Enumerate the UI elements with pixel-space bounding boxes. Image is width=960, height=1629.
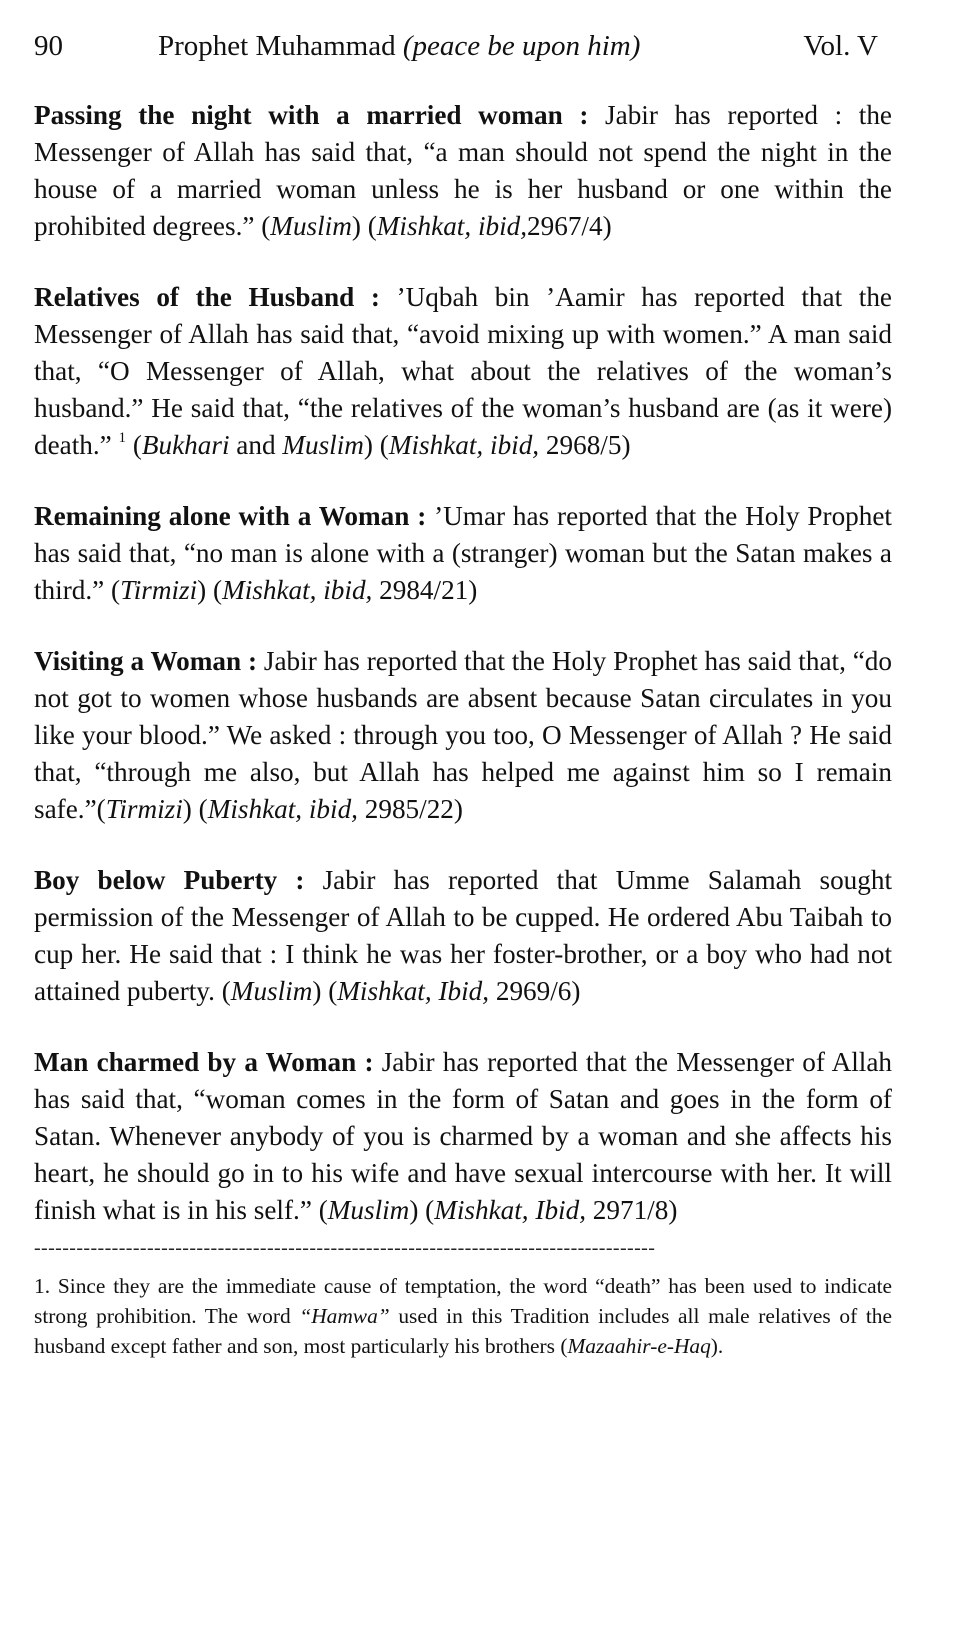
paragraph-text: ’Uqbah bin ’Aamir has reported that the Messenger of Allah has said that, “avoid mixing up with women.” A man said that, “O Messenger of Allah, what about the relatives of the woman’s husband.” He said that, “the relatives of the woman’s husband are (as it were) death.”	[34, 282, 892, 460]
citation-conjunction: and	[229, 430, 283, 460]
citation: (Muslim) (Mishkat, Ibid, 2969/6)	[221, 976, 581, 1006]
footnote-text: 1. Since they are the immediate cause of temptation, the word “death” has been used to indicate strong prohibition. The word	[34, 1274, 892, 1328]
paragraph-heading: Relatives of the Husband :	[34, 282, 380, 312]
citation-source: Tirmizi	[120, 575, 198, 605]
paragraph-visiting-a-woman	[34, 643, 892, 828]
footnote-paren: ).	[710, 1334, 724, 1358]
paragraph-text: Jabir has reported that Umme Salamah sought permission of the Messenger of Allah to be cupped. He ordered Abu Taibah to cup her. He said that : I think he was her foster-brother, or a boy who had not attained puberty.	[34, 865, 892, 1006]
citation-number: 2967/4	[527, 211, 603, 241]
paragraph-relatives-of-husband	[34, 279, 892, 464]
footnote-marker[interactable]: 1	[118, 430, 127, 446]
citation-source: Muslim	[270, 211, 352, 241]
citation-number: 2968/5	[545, 430, 622, 460]
paragraph-heading: Passing the night with a married woman :	[34, 100, 589, 130]
book-title-honorific: (peace be upon him)	[402, 30, 641, 62]
citation-source: Muslim	[230, 976, 313, 1006]
citation-source: Muslim	[282, 430, 364, 460]
paragraph-remaining-alone	[34, 498, 892, 609]
paragraph-man-charmed	[34, 1044, 892, 1229]
page-number: 90	[34, 30, 63, 62]
footnote-paren: (	[560, 1334, 568, 1358]
footnote-separator: ----------------------------------------------------------------------------------------	[34, 1239, 656, 1257]
citation-source: Tirmizi	[105, 794, 183, 824]
paragraph-text: Jabir has reported : the Messenger of Allah has said that, “a man should not spend the night in the house of a married woman unless he is her husband or one within the prohibited degrees.”	[34, 100, 892, 241]
citation-number: 2971/8	[592, 1195, 669, 1225]
citation: (Tirmizi) (Mishkat, ibid, 2984/21)	[111, 575, 478, 605]
book-title-main: Prophet Muhammad	[158, 30, 396, 62]
citation: (Tirmizi) (Mishkat, ibid, 2985/22)	[96, 794, 463, 824]
paragraph-heading: Boy below Puberty :	[34, 865, 305, 895]
paragraph-text: Jabir has reported that the Messenger of Allah has said that, “woman comes in the form of Satan and goes in the form of Satan. Whenever anybody of you is charmed by a woman and she affects his heart, he should go in to his wife and have sexual intercourse with her. It will finish what is in his self.”	[34, 1047, 892, 1225]
footnote-source: Mazaahir-e-Haq	[567, 1334, 711, 1358]
running-head	[34, 26, 892, 66]
citation-ref: Mishkat, ibid,	[207, 794, 358, 824]
citation-source: Bukhari	[141, 430, 230, 460]
citation-ref: Mishkat, Ibid,	[434, 1195, 586, 1225]
paragraph-heading: Visiting a Woman :	[34, 646, 258, 676]
book-title	[158, 26, 640, 66]
paragraph-passing-the-night	[34, 97, 892, 245]
citation-number: 2984/21	[379, 575, 469, 605]
paragraph-text: Jabir has reported that the Holy Prophet has said that, “do not got to women whose husbands are absent because Satan circulates in you like your blood.” We asked : through you too, O Messenger of Allah ? He said that, “through me also, but Allah has helped me against him so I remain safe.”	[34, 646, 892, 824]
citation-ref: Mishkat, ibid,	[222, 575, 373, 605]
paragraph-text: ’Umar has reported that the Holy Prophet has said that, “no man is alone with a (stranger) woman but the Satan makes a third.”	[34, 501, 892, 605]
body-text	[34, 97, 892, 1382]
citation-source: Muslim	[327, 1195, 410, 1225]
citation-number: 2985/22	[364, 794, 454, 824]
citation: (Muslim) (Mishkat, ibid,2967/4)	[261, 211, 612, 241]
citation-ref: Mishkat, ibid,	[388, 430, 540, 460]
footnote-term: “Hamwa”	[299, 1304, 390, 1328]
citation: (Muslim) (Mishkat, Ibid, 2971/8)	[318, 1195, 678, 1225]
citation: (Bukhari and Muslim) (Mishkat, ibid, 2968/5)	[132, 430, 631, 460]
paragraph-heading: Man charmed by a Woman :	[34, 1047, 374, 1077]
paragraph-boy-below-puberty	[34, 862, 892, 1010]
footnote-text: used in this Tradition includes all male relatives of the husband except father and son, most particularly his brothers	[34, 1304, 892, 1358]
volume-label: Vol. V	[803, 30, 878, 62]
citation-ref: Mishkat, Ibid,	[337, 976, 490, 1006]
paragraph-heading: Remaining alone with a Woman :	[34, 501, 427, 531]
citation-ref: Mishkat, ibid,	[376, 211, 528, 241]
footnote	[34, 1271, 892, 1361]
citation-number: 2969/6	[495, 976, 572, 1006]
